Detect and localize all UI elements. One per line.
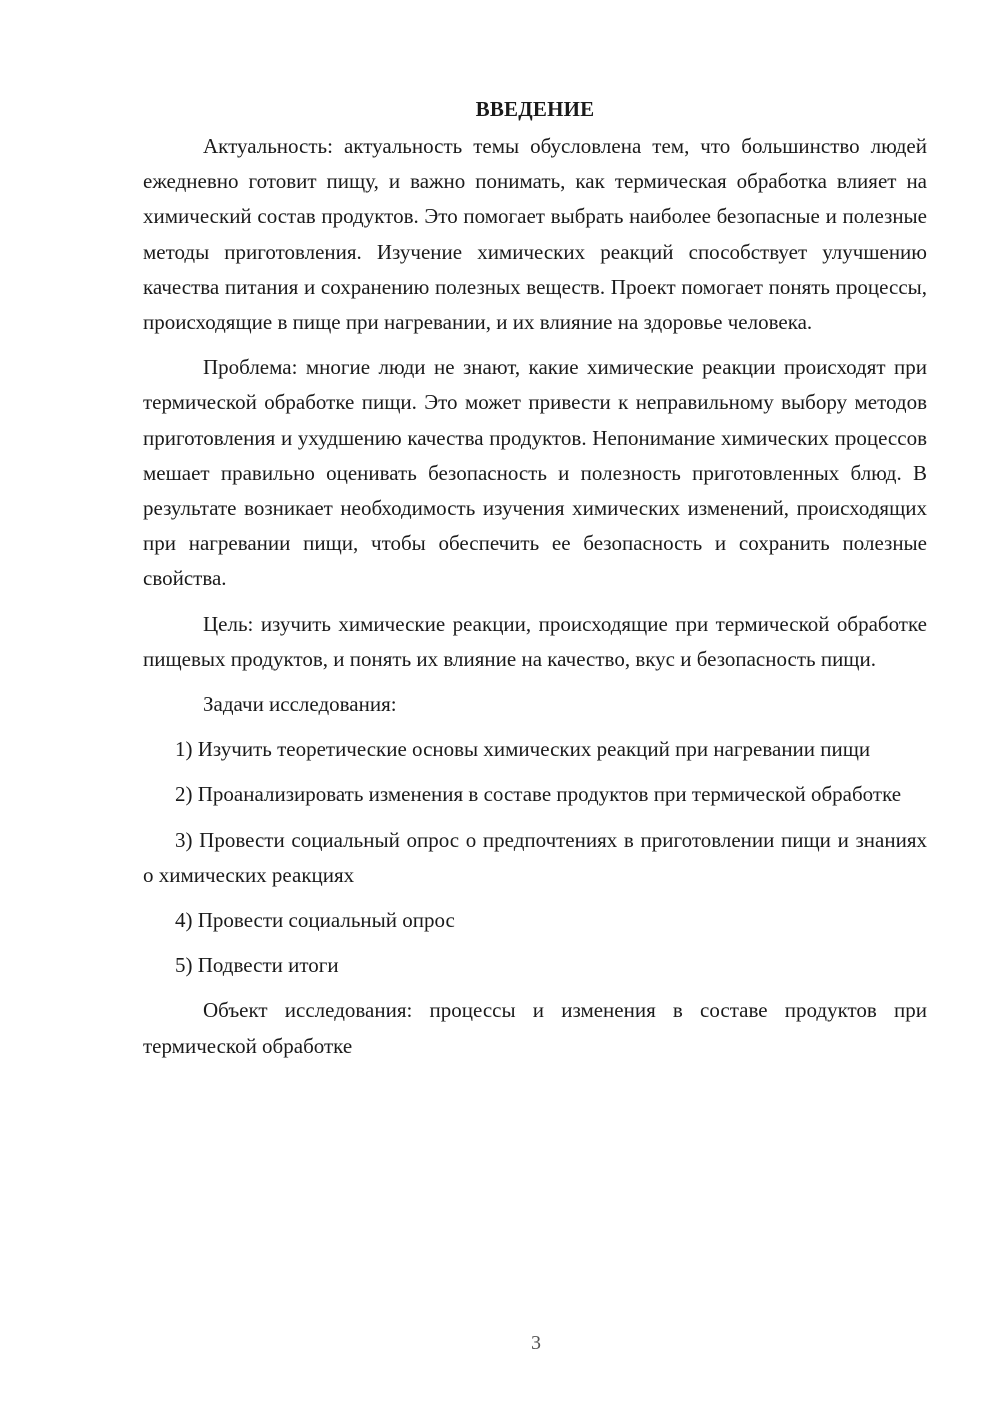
task-item-5: 5) Подвести итоги	[175, 953, 339, 978]
task-item-3: 3) Провести социальный опрос о предпочтениях в приготовлении пищи и знаниях о химических реакциях	[143, 827, 927, 887]
tasks-heading: Задачи исследования:	[203, 692, 397, 717]
page-title: ВВЕДЕНИЕ	[475, 97, 595, 121]
paragraph-object: Объект исследования: процессы и изменения в составе продуктов при термической обработке	[143, 998, 927, 1058]
task-item-2: 2) Проанализировать изменения в составе продуктов при термической обработке	[175, 782, 902, 807]
page-content	[143, 92, 927, 1074]
page-number: 3	[531, 1332, 541, 1354]
paragraph-relevance: Актуальность: актуальность темы обусловлена тем, что большинство людей ежедневно готовит пищу, и важно понимать, как термическая обработка влияет на химический состав продуктов. Это помогает выбрать наиболее безопасные и полезные методы приготовления. Изучение химических реакций способствует улучшению качества питания и сохранению полезных веществ. Проект помогает понять процессы, происходящие в пище при нагревании, и их влияние на здоровье человека.	[143, 134, 927, 335]
task-item-4: 4) Провести социальный опрос	[175, 908, 455, 933]
paragraph-goal: Цель: изучить химические реакции, происходящие при термической обработке пищевых продуктов, и понять их влияние на качество, вкус и безопасность пищи.	[143, 611, 927, 671]
paragraph-problem: Проблема: многие люди не знают, какие химические реакции происходят при термической обработке пищи. Это может привести к неправильному выбору методов приготовления и ухудшению качества продуктов. Непонимание химических процессов мешает правильно оценивать безопасность и полезность приготовленных блюд. В результате возникает необходимость изучения химических изменений, происходящих при нагревании пищи, чтобы обеспечить ее безопасность и сохранить полезные свойства.	[143, 355, 927, 591]
task-item-1: 1) Изучить теоретические основы химических реакций при нагревании пищи	[175, 737, 871, 762]
